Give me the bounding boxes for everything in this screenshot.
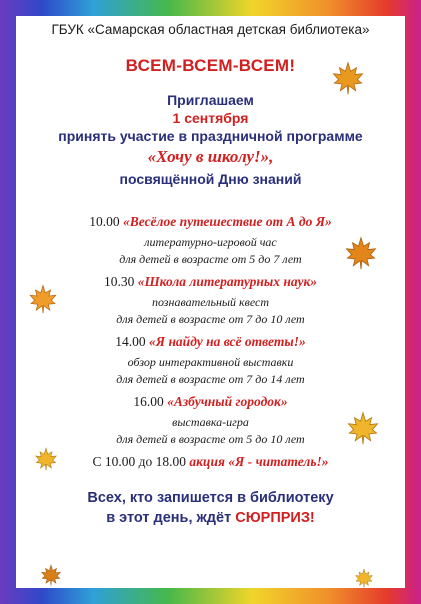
action-time: С 10.00 до 18.00 [92, 454, 186, 469]
poster-page [16, 16, 405, 588]
event-type: обзор интерактивной выставки [127, 355, 294, 369]
footer-line1: Всех, кто запишется в библиотеку [87, 490, 334, 506]
event-type: выставка-игра [172, 415, 249, 429]
event-type: познавательный квест [151, 295, 270, 309]
event-audience: для детей в возрасте от 5 до 7 лет [119, 252, 302, 266]
action-name: акция «Я - читатель!» [189, 454, 329, 469]
maple-leaf-icon [331, 60, 365, 96]
maple-leaf-icon [352, 568, 376, 588]
event-name: «Весёлое путешествие от А до Я» [123, 214, 332, 229]
maple-leaf-icon [346, 410, 380, 446]
maple-leaf-icon [40, 564, 62, 586]
action-line [16, 454, 405, 470]
intro-participate: принять участие в праздничной программе [58, 128, 363, 144]
event-title [16, 394, 405, 410]
event-time: 10.00 [89, 214, 120, 229]
intro-dedication: посвящённой Дню знаний [119, 171, 302, 187]
intro-invite: Приглашаем [167, 92, 254, 108]
event-time: 16.00 [133, 394, 164, 409]
event-name: «Я найду на всё ответы!» [149, 334, 306, 349]
event-time: 14.00 [115, 334, 146, 349]
event-title [16, 334, 405, 350]
intro-date: 1 сентября [172, 110, 249, 126]
footer-text: в этот день, ждёт [106, 510, 232, 526]
event-audience: для детей в возрасте от 7 до 14 лет [116, 372, 305, 386]
event-title [16, 274, 405, 290]
event-name: «Школа литературных наук» [137, 274, 318, 289]
event-audience: для детей в возрасте от 7 до 10 лет [116, 312, 305, 326]
headline: ВСЕМ-ВСЕМ-ВСЕМ! [125, 56, 296, 75]
organization-header: ГБУК «Самарская областная детская библиотека» [51, 22, 370, 37]
event-title [16, 214, 405, 230]
event-audience: для детей в возрасте от 5 до 10 лет [116, 432, 305, 446]
event-type: литературно-игровой час [144, 235, 277, 249]
maple-leaf-icon [26, 284, 60, 314]
program-title: «Хочу в школу!», [147, 147, 274, 166]
footer-line2 [16, 510, 405, 526]
surprise-word: СЮРПРИЗ! [235, 510, 315, 526]
event-time: 10.30 [103, 274, 135, 289]
maple-leaf-icon [344, 236, 378, 270]
maple-leaf-icon [34, 446, 58, 472]
event-name: «Азбучный городок» [167, 394, 288, 409]
